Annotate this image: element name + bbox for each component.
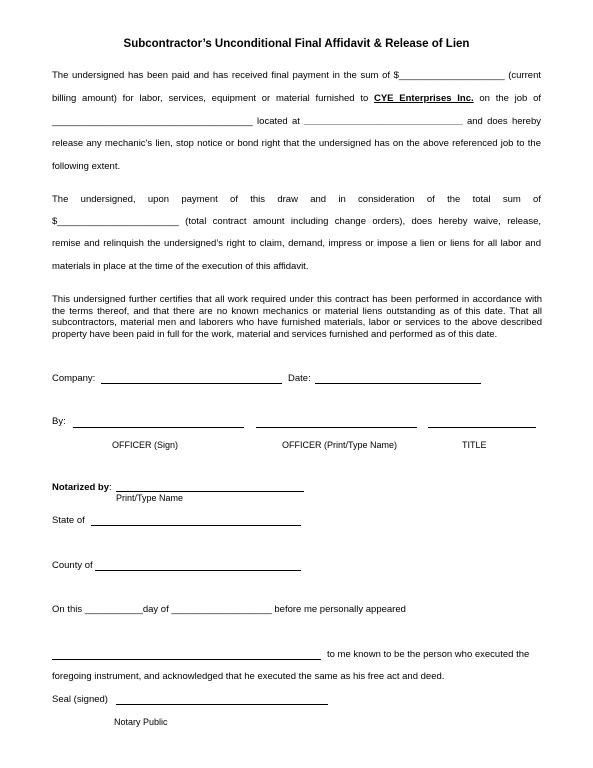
seal-signature-field[interactable] (116, 704, 328, 705)
date-label: Date: (288, 373, 311, 384)
print-type-name-label: Print/Type Name (116, 493, 184, 503)
state-field[interactable] (91, 525, 301, 526)
seal-label: Seal (signed) (52, 694, 108, 705)
by-label: By: (52, 416, 66, 427)
notarized-by-colon: : (109, 482, 112, 493)
para1-line2-start: billing amount) for labor, services, equipment or material furnished to (52, 93, 374, 104)
document-title: Subcontractor’s Unconditional Final Affidavit & Release of Lien (123, 38, 470, 50)
para1-line4: release any mechanic's lien, stop notice or bond right that the undersigned has on the above referenced job to the (52, 138, 541, 149)
officer-print-label: OFFICER (Print/Type Name) (282, 440, 398, 450)
person-name-field[interactable] (52, 659, 321, 660)
notary-public-label: Notary Public (114, 717, 168, 727)
para2-line1: The undersigned, upon payment of this draw and in consideration of the total sum of (52, 194, 541, 205)
para1-line5: following extent. (52, 161, 121, 172)
officer-print-field[interactable] (256, 427, 417, 428)
para2-line4: materials in place at the time of the execution of this affidavit. (52, 261, 309, 272)
state-of-label: State of (52, 515, 85, 526)
on-this-line: On this ___________day of ___________________ before me personally appeared (52, 604, 406, 615)
para1-line2 (52, 93, 541, 105)
para2-line2: $_______________________ (total contract amount including change orders), does hereby waive, release, (52, 216, 541, 227)
certification-paragraph: This undersigned further certifies that all work required under this contract has been performed in accordance with the terms thereof, and that there are no known mechanics or material liens outstanding as of this date. That all subcontractors, material men and laborers who have furnished materials, labor or services to the above described property have been paid in full for the work, material and services furnished and performed as of this date. (52, 294, 542, 340)
title-field[interactable] (428, 427, 536, 428)
notarized-by-label (52, 482, 112, 494)
title-label: TITLE (462, 440, 487, 450)
para1-line1: The undersigned has been paid and has received final payment in the sum of $____________________ (current (52, 70, 541, 81)
company-field[interactable] (101, 383, 282, 384)
officer-sign-field[interactable] (73, 427, 244, 428)
company-name: CYE Enterprises Inc. (373, 93, 474, 104)
location-blank: ______________________________ (304, 116, 463, 127)
job-blank: ______________________________________ located at (52, 116, 305, 127)
county-field[interactable] (95, 570, 301, 571)
notarized-by-text: Notarized by (52, 482, 110, 493)
para2-line3: remise and relinquish the undersigned’s right to claim, demand, impress or impose a lien or liens for all labor and (52, 238, 541, 249)
known-to-me-text: to me known to be the person who executed the (327, 649, 530, 660)
officer-sign-label: OFFICER (Sign) (112, 440, 179, 450)
para1-line2-end: on the job of (473, 93, 542, 104)
foregoing-text: foregoing instrument, and acknowledged that he executed the same as his free act and deed. (52, 671, 445, 682)
county-of-label: County of (52, 560, 93, 571)
date-field[interactable] (315, 383, 481, 384)
company-label: Company: (52, 373, 96, 384)
para1-line3 (52, 116, 541, 128)
para1-line3-end: and does hereby (462, 116, 541, 127)
